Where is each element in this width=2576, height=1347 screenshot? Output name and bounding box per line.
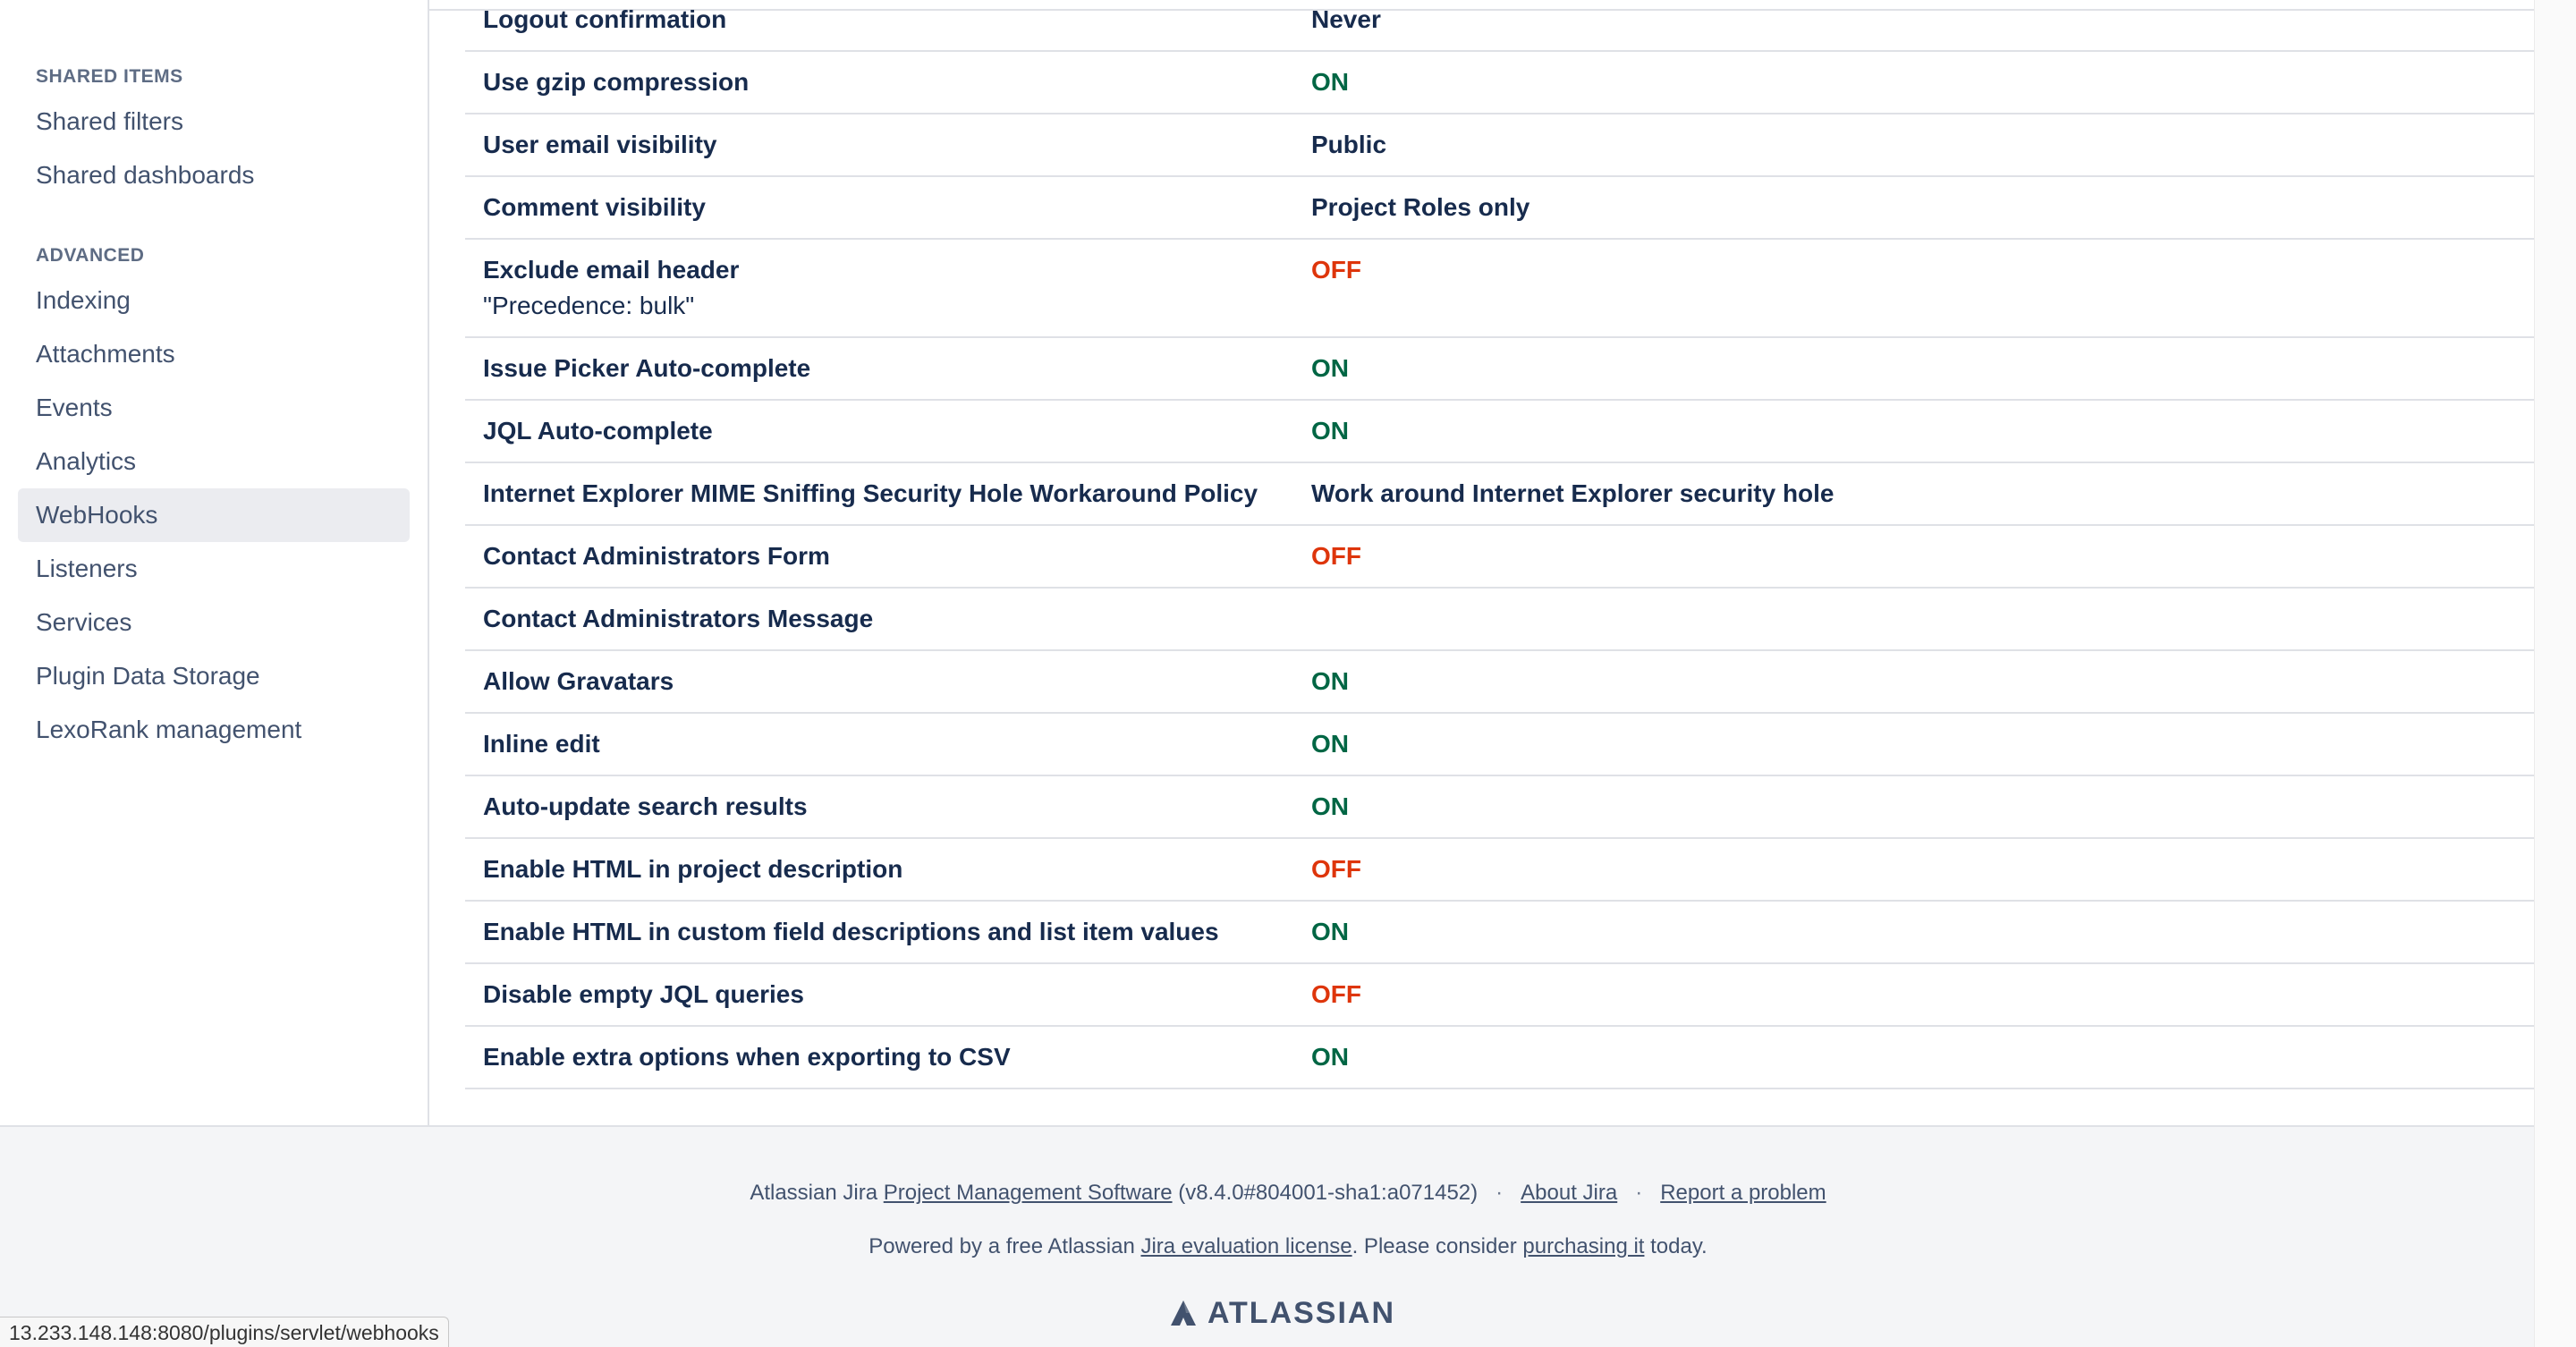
setting-label: Contact Administrators Message — [483, 605, 874, 632]
setting-value: OFF — [1311, 980, 1361, 1008]
setting-value: ON — [1311, 417, 1349, 445]
table-row — [465, 839, 2535, 902]
setting-value: ON — [1311, 667, 1349, 695]
vertical-scrollbar[interactable] — [2534, 0, 2576, 1347]
report-problem-link[interactable]: Report a problem — [1660, 1181, 1826, 1205]
table-row — [465, 0, 2535, 52]
sidebar-item-label: Events — [36, 394, 113, 421]
setting-value: Public — [1311, 131, 1387, 158]
sidebar-item-label: Shared dashboards — [36, 161, 255, 189]
sidebar-item-label: Indexing — [36, 286, 131, 314]
table-row — [465, 177, 2535, 240]
sidebar-item-indexing[interactable] — [18, 274, 410, 327]
setting-value: OFF — [1311, 256, 1361, 284]
sidebar-item-label: Analytics — [36, 447, 137, 475]
project-management-software-link[interactable]: Project Management Software — [883, 1181, 1173, 1205]
setting-value: ON — [1311, 354, 1349, 382]
setting-label: Exclude email header — [483, 256, 740, 284]
admin-sidebar — [0, 0, 429, 1125]
atlassian-logo-text: ATLASSIAN — [1208, 1295, 1396, 1330]
table-row — [465, 776, 2535, 839]
setting-value: Project Roles only — [1311, 193, 1530, 221]
footer-version-line — [0, 1181, 2576, 1206]
setting-sublabel: "Precedence: bulk" — [483, 292, 695, 319]
setting-label: Disable empty JQL queries — [483, 980, 804, 1008]
setting-value: ON — [1311, 68, 1349, 96]
sidebar-item-label: Plugin Data Storage — [36, 662, 260, 690]
setting-label: Internet Explorer MIME Sniffing Security Hole Workaround Policy — [483, 479, 1258, 507]
sidebar-item-events[interactable] — [18, 381, 410, 435]
table-row — [465, 964, 2535, 1027]
sidebar-item-attachments[interactable] — [18, 327, 410, 381]
sidebar-section-title-shared: SHARED ITEMS — [36, 66, 183, 87]
sidebar-item-shared-dashboards[interactable] — [18, 148, 410, 202]
setting-label: Logout confirmation — [483, 5, 727, 33]
setting-label: Enable HTML in custom field descriptions and list item values — [483, 918, 1219, 945]
setting-value: OFF — [1311, 855, 1361, 883]
setting-label: Use gzip compression — [483, 68, 750, 96]
sidebar-item-listeners[interactable] — [18, 542, 410, 596]
setting-value: ON — [1311, 792, 1349, 820]
status-url: 13.233.148.148:8080/plugins/servlet/webhooks — [9, 1321, 439, 1344]
table-row — [465, 52, 2535, 114]
table-row — [465, 526, 2535, 589]
table-row — [465, 589, 2535, 651]
footer-version: (v8.4.0#804001-sha1:a071452) — [1172, 1181, 1479, 1205]
setting-value: ON — [1311, 918, 1349, 945]
sidebar-item-label: Attachments — [36, 340, 175, 368]
table-row — [465, 114, 2535, 177]
sidebar-item-label: Listeners — [36, 555, 138, 582]
table-row — [465, 401, 2535, 463]
sidebar-item-shared-filters[interactable] — [18, 95, 410, 148]
browser-status-bar — [0, 1317, 449, 1347]
footer-license-middle: . Please consider — [1352, 1234, 1523, 1258]
sidebar-item-lexorank-management[interactable] — [18, 703, 410, 757]
setting-label: Enable HTML in project description — [483, 855, 903, 883]
footer-license-line — [0, 1234, 2576, 1259]
setting-label: Contact Administrators Form — [483, 542, 830, 570]
table-row — [465, 240, 2535, 338]
sidebar-item-label: Services — [36, 608, 132, 636]
setting-value: ON — [1311, 730, 1349, 758]
setting-value: Never — [1311, 5, 1381, 33]
footer-license-suffix: today. — [1644, 1234, 1707, 1258]
setting-label: Issue Picker Auto-complete — [483, 354, 811, 382]
setting-label: Inline edit — [483, 730, 600, 758]
sidebar-item-analytics[interactable] — [18, 435, 410, 488]
footer-separator: · — [1496, 1181, 1504, 1205]
sidebar-item-webhooks[interactable] — [18, 488, 410, 542]
table-row — [465, 463, 2535, 526]
footer-separator: · — [1635, 1181, 1643, 1205]
setting-label: Allow Gravatars — [483, 667, 674, 695]
sidebar-item-plugin-data-storage[interactable] — [18, 649, 410, 703]
table-row — [465, 651, 2535, 714]
setting-label: Enable extra options when exporting to CSV — [483, 1043, 1011, 1071]
setting-label: Auto-update search results — [483, 792, 808, 820]
setting-label: JQL Auto-complete — [483, 417, 713, 445]
sidebar-section-title-advanced: ADVANCED — [36, 245, 145, 266]
jira-evaluation-license-link[interactable]: Jira evaluation license — [1140, 1234, 1352, 1258]
sidebar-item-label: LexoRank management — [36, 716, 302, 743]
table-row — [465, 714, 2535, 776]
setting-value: ON — [1311, 1043, 1349, 1071]
atlassian-logo-icon — [1168, 1298, 1199, 1328]
setting-value: Work around Internet Explorer security hole — [1311, 479, 1835, 507]
footer-license-prefix: Powered by a free Atlassian — [869, 1234, 1141, 1258]
sidebar-item-services[interactable] — [18, 596, 410, 649]
footer-product-prefix: Atlassian Jira — [750, 1181, 884, 1205]
setting-value: OFF — [1311, 542, 1361, 570]
atlassian-logo[interactable] — [1168, 1295, 1395, 1331]
sidebar-item-label: Shared filters — [36, 107, 183, 135]
purchasing-link[interactable]: purchasing it — [1522, 1234, 1645, 1258]
setting-label: User email visibility — [483, 131, 717, 158]
table-row — [465, 902, 2535, 964]
table-row — [465, 338, 2535, 401]
table-row — [465, 1027, 2535, 1089]
setting-label: Comment visibility — [483, 193, 706, 221]
about-jira-link[interactable]: About Jira — [1521, 1181, 1618, 1205]
sidebar-item-label: WebHooks — [36, 501, 158, 529]
